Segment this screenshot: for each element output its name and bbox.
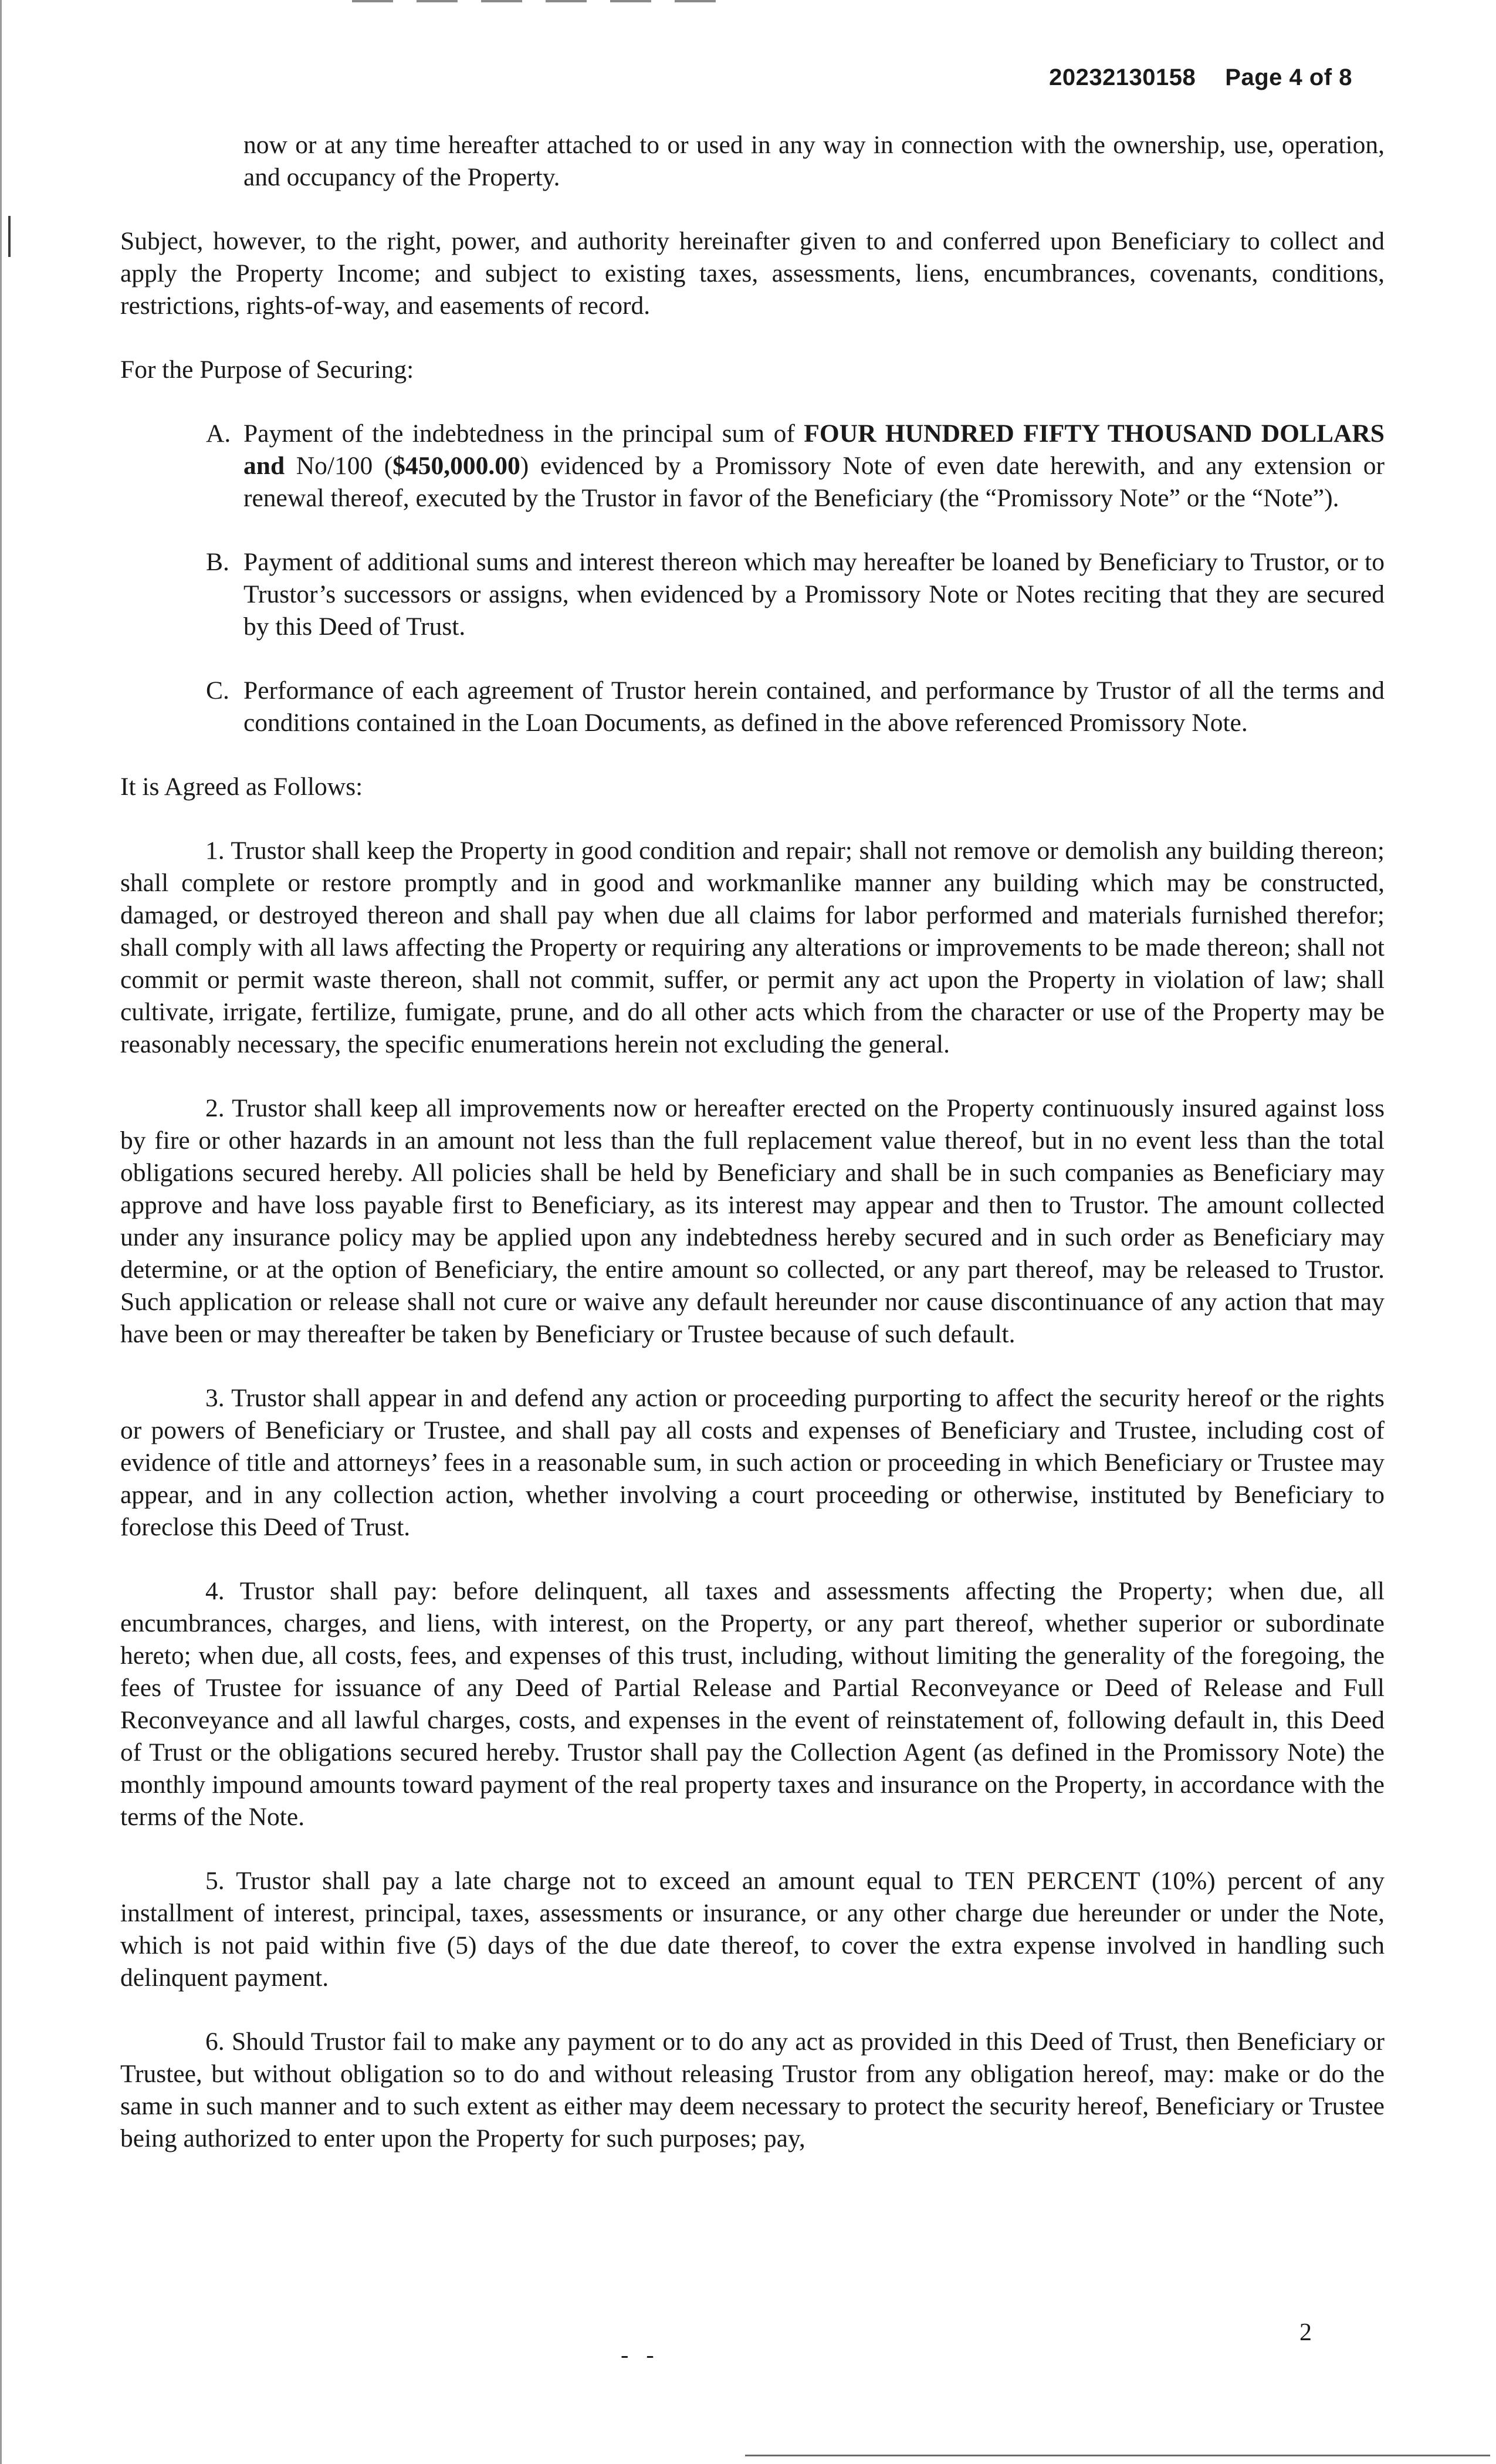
page-number: 2	[1299, 2319, 1312, 2346]
purpose-text: Payment of additional sums and interest thereon which may hereafter be loaned by Beneficiary to Trustor, or to Trustor’s successors or assigns, when evidenced by a Promissory Note or Notes reciting that they are secured by this Deed of Trust.	[243, 548, 1385, 641]
purpose-letter: A.	[206, 419, 231, 448]
document-number: 20232130158	[1049, 65, 1196, 90]
purpose-item-b	[206, 546, 1385, 643]
principal-amount-words: FOUR HUNDRED FIFTY THOUSAND DOLLARS and	[243, 419, 1385, 480]
principal-amount-figure: $450,000.00	[392, 452, 520, 480]
footer-dashes: - -	[621, 2341, 660, 2368]
covenant-paragraph-2: 2. Trustor shall keep all improvements now or hereafter erected on the Property continuously insured against loss by fire or other hazards in an amount not less than the full replacement value thereof, but in no event less than the total obligations secured hereby. All policies shall be held by Beneficiary and shall be in such companies as Beneficiary may approve and have loss payable first to Beneficiary, as its interest may appear and then to Trustor. The amount collected under any insurance policy may be applied upon any indebtedness hereby secured and in such order as Beneficiary may determine, or at the option of Beneficiary, the entire amount so collected, or any part thereof, may be released to Trustor. Such application or release shall not cure or waive any default hereunder nor cause discontinuance of any action that may have been or may thereafter be taken by Beneficiary or Trustee because of such default.	[120, 1094, 1385, 1348]
purpose-text: Performance of each agreement of Trustor herein contained, and performance by Trustor of all the terms and conditions contained in the Loan Documents, as defined in the above referenced Promissory Note.	[243, 676, 1385, 737]
scan-margin-mark	[8, 216, 11, 257]
scan-edge	[0, 0, 2, 2464]
purpose-letter: B.	[206, 548, 229, 576]
subject-clause: Subject, however, to the right, power, and authority hereinafter given to and conferred upon Beneficiary to collect and apply the Property Income; and subject to existing taxes, assessments, liens, encumbrances, covenants, conditions, restrictions, rights-of-way, and easements of record.	[120, 227, 1385, 320]
recording-header	[1049, 65, 1352, 91]
covenant-paragraph-6: 6. Should Trustor fail to make any payment or to do any act as provided in this Deed of Trust, then Beneficiary or Trustee, but without obligation so to do and without releasing Trustor from any obligation hereof, may: make or do the same in such manner and to such extent as either may deem necessary to protect the security hereof, Beneficiary or Trustee being authorized to enter upon the Property for such purposes; pay,	[120, 2028, 1385, 2152]
covenant-paragraph-4: 4. Trustor shall pay: before delinquent, all taxes and assessments affecting the Property; when due, all encumbrances, charges, and liens, with interest, on the Property, or any part thereof, whether superior or subordinate hereto; when due, all costs, fees, and expenses of this trust, including, without limiting the generality of the foregoing, the fees of Trustee for issuance of any Deed of Partial Release and Partial Reconveyance or Deed of Release and Full Reconveyance and all lawful charges, costs, and expenses in the event of reinstatement of, following default in, this Deed of Trust or the obligations secured hereby. Trustor shall pay the Collection Agent (as defined in the Promissory Note) the monthly impound amounts toward payment of the real property taxes and insurance on the Property, in accordance with the terms of the Note.	[120, 1577, 1385, 1831]
purpose-item-a	[206, 418, 1385, 515]
purpose-heading: For the Purpose of Securing:	[120, 356, 414, 384]
purpose-letter: C.	[206, 676, 229, 705]
covenant-paragraph-5: 5. Trustor shall pay a late charge not to exceed an amount equal to TEN PERCENT (10%) percent of any installment of interest, principal, taxes, assessments or insurance, or any other charge due hereunder or under the Note, which is not paid within five (5) days of the due date thereof, to cover the extra expense involved in handling such delinquent payment.	[120, 1867, 1385, 1992]
continuation-text: now or at any time hereafter attached to or used in any way in connection with the ownership, use, operation, and occupancy of the Property.	[243, 131, 1385, 191]
scan-bottom-line	[745, 2455, 1490, 2456]
purpose-a-post: ) evidenced by a Promissory Note of even date herewith, and any extension or renewal thereof, executed by the Trustor in favor of the Beneficiary (the “Promissory Note” or the “Note”).	[243, 452, 1385, 512]
covenant-paragraph-3: 3. Trustor shall appear in and defend any action or proceeding purporting to affect the security hereof or the rights or powers of Beneficiary or Trustee, and shall pay all costs and expenses of Beneficiary and Trustee, including cost of evidence of title and attorneys’ fees in a reasonable sum, in such action or proceeding in which Beneficiary or Trustee may appear, and in any collection action, whether involving a court proceeding or otherwise, instituted by Beneficiary to foreclose this Deed of Trust.	[120, 1384, 1385, 1541]
page-label: Page 4 of 8	[1225, 65, 1352, 90]
purpose-text	[243, 418, 1385, 515]
scan-top-marks	[352, 0, 727, 2]
purpose-a-pre: Payment of the indebtedness in the principal sum of	[243, 419, 804, 448]
covenant-paragraph-1: 1. Trustor shall keep the Property in good condition and repair; shall not remove or demolish any building thereon; shall complete or restore promptly and in good and workmanlike manner any building which may be constructed, damaged, or destroyed thereon and shall pay when due all claims for labor performed and materials furnished therefor; shall comply with all laws affecting the Property or requiring any alterations or improvements to be made thereon; shall not commit or permit waste thereon, shall not commit, suffer, or permit any act upon the Property in violation of law; shall cultivate, irrigate, fertilize, fumigate, prune, and do all other acts which from the character or use of the Property may be reasonably necessary, the specific enumerations herein not excluding the general.	[120, 837, 1385, 1058]
purpose-item-c	[206, 675, 1385, 739]
purpose-a-mid: No/100 (	[285, 452, 393, 480]
agreed-heading: It is Agreed as Follows:	[120, 773, 363, 801]
document-body	[120, 129, 1385, 2187]
